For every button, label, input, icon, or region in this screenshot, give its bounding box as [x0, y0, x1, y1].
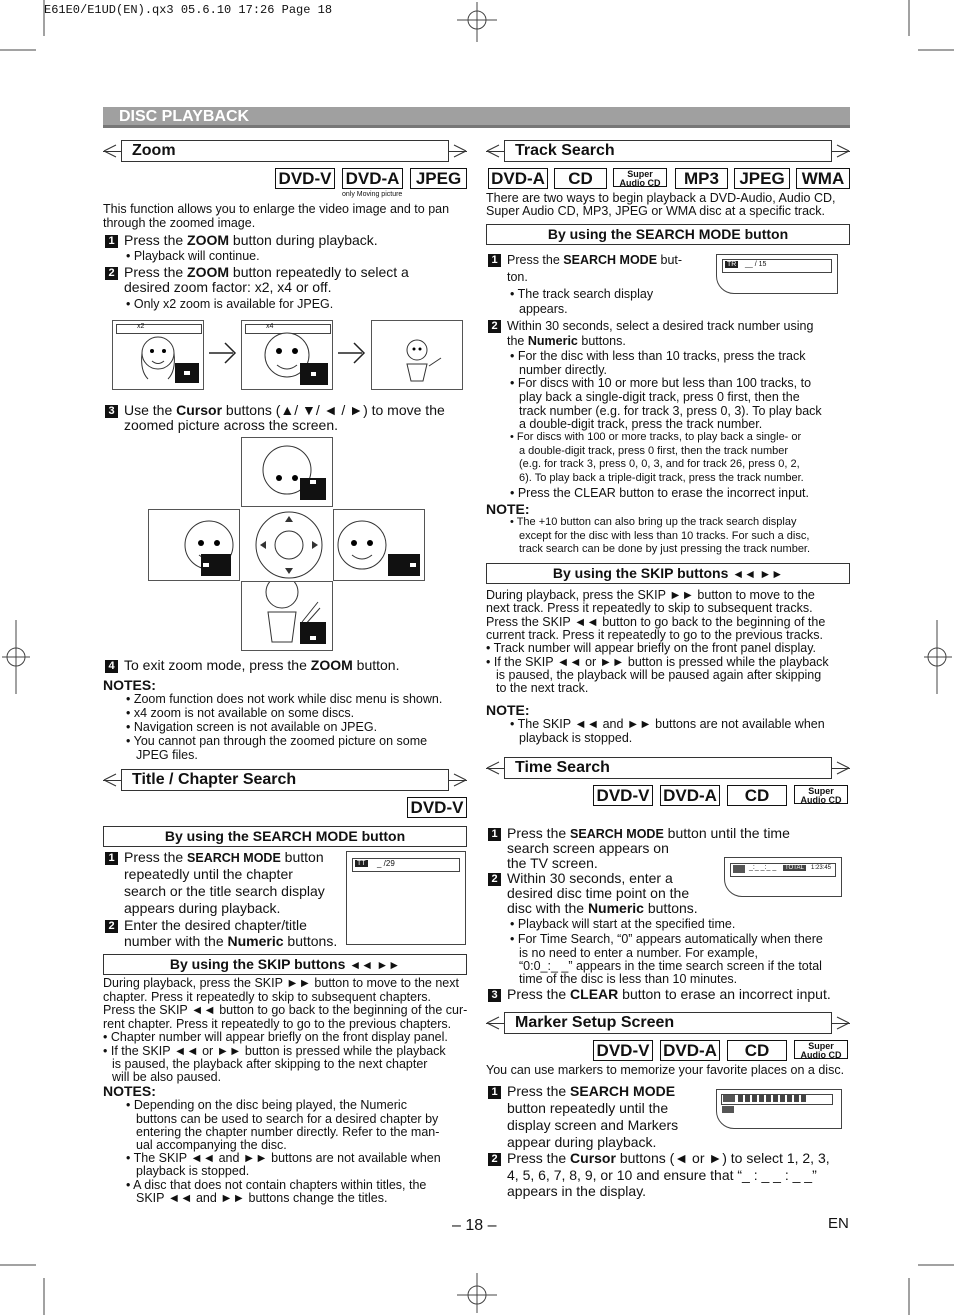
marker-step-1: 1 Press the SEARCH MODE	[488, 1083, 675, 1099]
track-mode-header: By using the SEARCH MODE button	[486, 224, 850, 245]
zoom-step-4: 4 To exit zoom mode, press the ZOOM button.	[105, 657, 399, 673]
badge-dvd-v: DVD-V	[593, 1040, 653, 1061]
title-search-title: Title / Chapter Search	[132, 771, 297, 788]
title-skip-line-1: During playback, press the SKIP ►► button to move to the next	[103, 976, 459, 990]
badge-dvd-v: DVD-V	[407, 797, 467, 818]
marker-step-2: 2 Press the Cursor buttons (◄ or ►) to select 1, 2, 3,	[488, 1150, 830, 1166]
title-skip-line-5: • Chapter number will appear briefly on the front display panel.	[103, 1030, 448, 1044]
zoom-off-thumb	[371, 320, 463, 390]
time-step-2-line2: desired disc time point on the	[507, 885, 690, 901]
title-skip-line-3: Press the SKIP ◄◄ button to go back to the beginning of the cur-	[103, 1003, 468, 1017]
badge-dvd-a: DVD-A	[660, 1040, 720, 1061]
badge-jpeg: JPEG	[734, 168, 790, 189]
time-bullet-2d: time of the disc is less than 10 minutes.	[519, 972, 738, 986]
marker-title: Marker Setup Screen	[515, 1014, 675, 1031]
time-bullet-1: • Playback will start at the specified time.	[510, 917, 736, 931]
title-step-1-line2: repeatedly until the chapter	[124, 866, 293, 882]
zoom-note-3: • Navigation screen is not available on JPEG.	[126, 720, 378, 734]
title-notes-title: NOTES:	[103, 1083, 156, 1099]
track-note-2: except for the disc with less than 10 tracks. For such a disc,	[519, 530, 810, 542]
zoom-step-2-line2: desired zoom factor: x2, x4 or off.	[124, 279, 332, 295]
time-search-banner	[486, 757, 850, 779]
title-note-2b: playback is stopped.	[136, 1164, 250, 1178]
zoom-x2-thumb: x2	[112, 320, 204, 390]
badge-dvd-v: DVD-V	[275, 168, 335, 189]
time-bullet-2c: “0:0_:_ _” appears in the time search screen if the total	[519, 959, 822, 973]
badge-dvd-v: DVD-V	[593, 785, 653, 806]
zoom-step-1-bullet: • Playback will continue.	[126, 249, 260, 263]
arrow-right-icon	[336, 338, 366, 368]
badge-mp3: MP3	[675, 168, 728, 189]
marker-step-1-line2: button repeatedly until the	[507, 1100, 669, 1116]
title-note-1b: buttons can be used to search for a desired chapter by	[136, 1112, 439, 1126]
track-bullet-1b: number directly.	[519, 363, 607, 377]
track-skip-line-5: • Track number will appear briefly on the front panel display.	[486, 641, 817, 655]
track-search-banner	[486, 140, 850, 162]
title-step-2-line2: number with the Numeric buttons.	[124, 933, 338, 949]
time-step-3: 3 Press the CLEAR button to erase an incorrect input.	[488, 986, 831, 1002]
track-skip-line-3: Press the SKIP ◄◄ button to go back to the beginning of the	[486, 615, 826, 629]
zoom-step-2: 2 Press the ZOOM button repeatedly to select a	[105, 264, 409, 280]
pan-left-thumb	[148, 509, 240, 581]
badge-cd: CD	[727, 785, 787, 806]
title-note-3: • A disc that does not contain chapters within titles, the	[126, 1178, 427, 1192]
pan-down-thumb	[241, 581, 333, 651]
badge-jpeg: JPEG	[410, 168, 467, 189]
badge-note: only Moving picture	[342, 191, 403, 198]
arrow-right-icon	[207, 338, 237, 368]
zoom-step-3: 3 Use the Cursor buttons (▲/ ▼/ ◄ / ►) to move the	[105, 402, 445, 418]
title-osd-screen: TT _ /29	[346, 851, 466, 945]
track-note2-1: • The SKIP ◄◄ and ►► buttons are not available when	[510, 717, 825, 731]
track-bullet-4: • Press the CLEAR button to erase the incorrect input.	[510, 486, 809, 500]
zoom-note-4b: JPEG files.	[136, 748, 198, 762]
title-search-banner	[103, 769, 467, 791]
marker-step-2-line3: appears in the display.	[507, 1183, 647, 1199]
track-bullet-3b: a double-digit track, press 0 first, then the track number	[519, 445, 789, 457]
track-step-1: 1 Press the SEARCH MODE but-	[488, 253, 682, 267]
section-bar	[103, 107, 850, 128]
zoom-title: Zoom	[132, 142, 176, 159]
track-bullet-3d: 6). To play back a triple-digit track, press the track number.	[519, 472, 804, 484]
section-title: DISC PLAYBACK	[119, 108, 250, 125]
badge-wma: WMA	[796, 168, 850, 189]
time-step-2-line3: disc with the Numeric buttons.	[507, 900, 698, 916]
marker-step-1-line4: appear during playback.	[507, 1134, 657, 1150]
track-skip-line-1: During playback, press the SKIP ►► button to move to the	[486, 588, 815, 602]
marker-osd-screen	[716, 1089, 842, 1129]
track-bullet-2b: play back a single-digit track, press 0 first, then the	[519, 390, 800, 404]
badge-dvd-a: DVD-A	[342, 168, 403, 189]
zoom-step-2-bullet: • Only x2 zoom is available for JPEG.	[126, 297, 334, 311]
time-bullet-2b: is no need to enter a number. For example,	[519, 946, 759, 960]
track-intro-2: Super Audio CD, MP3, JPEG or WMA disc at a specific track.	[486, 204, 826, 218]
title-skip-line-8: will be also paused.	[112, 1070, 222, 1084]
badge-dvd-a: DVD-A	[660, 785, 720, 806]
title-skip-line-7: is paused, the playback after skipping to the next chapter	[112, 1057, 428, 1071]
title-step-1-line3: search or the title search display	[124, 883, 325, 899]
track-bullet-2d: a double-digit track, press the track number.	[519, 417, 763, 431]
time-step-1: 1 Press the SEARCH MODE button until the time	[488, 825, 790, 842]
badge-cd: CD	[554, 168, 607, 189]
time-step-1-line3: the TV screen.	[507, 855, 598, 871]
track-note-1: • The +10 button can also bring up the track search display	[510, 516, 797, 528]
title-skip-line-2: chapter. Press it repeatedly to skip to subsequent chapters.	[103, 990, 431, 1004]
title-note-3b: SKIP ◄◄ and ►► buttons change the titles.	[136, 1191, 388, 1205]
track-bullet-2: • For discs with 10 or more but less than 100 tracks, to	[510, 376, 812, 390]
title-step-2: 2 Enter the desired chapter/title	[105, 917, 307, 933]
track-search-title: Track Search	[515, 142, 615, 159]
track-step-2: 2 Within 30 seconds, select a desired track number using	[488, 319, 813, 333]
title-skip-line-6: • If the SKIP ◄◄ or ►► button is pressed while the playback	[103, 1044, 446, 1058]
time-osd-screen: _:_ _:_ _ TOTAL 1:23:45	[724, 857, 842, 897]
title-skip-line-4: rent chapter. Press it repeatedly to go to the previous chapters.	[103, 1017, 452, 1031]
track-bullet-2c: track number (e.g. for track 3, press 0, 3). To play back	[519, 404, 822, 418]
title-note-2: • The SKIP ◄◄ and ►► buttons are not available when	[126, 1151, 441, 1165]
zoom-step-1: 1 Press the ZOOM button during playback.	[105, 232, 378, 248]
language-label: EN	[828, 1215, 849, 1232]
title-skip-header: By using the SKIP buttons ◄◄ ►►	[103, 954, 467, 975]
track-skip-line-6: • If the SKIP ◄◄ or ►► button is pressed while the playback	[486, 655, 829, 669]
zoom-step-3-line2: zoomed picture across the screen.	[124, 417, 338, 433]
title-note-1d: ual accompanying the disc.	[136, 1138, 287, 1152]
zoom-note-1: • Zoom function does not work while disc menu is shown.	[126, 692, 443, 706]
cursor-pad-icon	[254, 510, 324, 580]
track-step-1-line2: ton.	[507, 270, 528, 284]
zoom-note-4: • You cannot pan through the zoomed picture on some	[126, 734, 428, 748]
track-bullet-3: • For discs with 100 or more tracks, to play back a single- or	[510, 431, 802, 443]
track-skip-line-7: is paused, the playback will be paused again after skipping	[496, 668, 822, 682]
track-bullet-1: • For the disc with less than 10 tracks, press the track	[510, 349, 806, 363]
marker-step-2-line2: 4, 5, 6, 7, 8, 9, or 10 and ensure that “_ : _ _ : _ _”	[507, 1167, 817, 1183]
badge-dvd-a: DVD-A	[488, 168, 548, 189]
zoom-x4-thumb: x4	[241, 320, 333, 390]
zoom-banner	[103, 140, 467, 162]
track-osd-screen: TR __ / 15	[716, 254, 838, 294]
track-note2-2: playback is stopped.	[519, 731, 633, 745]
track-step-2-line2: the Numeric buttons.	[507, 334, 626, 348]
track-skip-line-2: next track. Press it repeatedly to skip to subsequent tracks.	[486, 601, 813, 615]
track-skip-line-4: current track. Press it repeatedly to go to the previous tracks.	[486, 628, 823, 642]
marker-banner	[486, 1012, 850, 1034]
badge-cd: CD	[727, 1040, 787, 1061]
time-step-2: 2 Within 30 seconds, enter a	[488, 870, 673, 886]
zoom-note-2: • x4 zoom is not available on some discs.	[126, 706, 355, 720]
track-step-1-bullet-2: appears.	[519, 302, 568, 316]
page-number: – 18 –	[452, 1217, 497, 1234]
track-skip-header: By using the SKIP buttons ◄◄ ►►	[486, 563, 850, 584]
track-note2-title: NOTE:	[486, 702, 530, 718]
track-note-title: NOTE:	[486, 501, 530, 517]
track-note-3: track search can be done by just pressing the track number.	[519, 543, 811, 555]
file-header: E61E0/E1UD(EN).qx3 05.6.10 17:26 Page 18	[44, 3, 333, 17]
track-step-1-bullet: • The track search display	[510, 287, 654, 301]
time-step-1-line2: search screen appears on	[507, 840, 669, 856]
title-note-1c: entering the chapter number directly. Refer to the man-	[136, 1125, 440, 1139]
title-note-1: • Depending on the disc being played, the Numeric	[126, 1098, 407, 1112]
badge-sacd: Super Audio CD	[794, 785, 848, 804]
track-bullet-3c: (e.g. for track 3, press 0, 0, 3, and for track 26, press 0, 2,	[519, 458, 800, 470]
badge-sacd: Super Audio CD	[794, 1040, 848, 1059]
marker-step-1-line3: display screen and Markers	[507, 1117, 679, 1133]
title-step-1-line4: appears during playback.	[124, 900, 281, 916]
track-skip-line-8: to the next track.	[496, 681, 589, 695]
badge-sacd: Super Audio CD	[613, 168, 667, 187]
time-search-title: Time Search	[515, 759, 610, 776]
marker-intro: You can use markers to memorize your favorite places on a disc.	[486, 1063, 845, 1077]
zoom-intro: This function allows you to enlarge the video image and to pan through the zoomed image.	[103, 202, 450, 230]
title-step-1: 1 Press the SEARCH MODE button	[105, 849, 324, 866]
title-mode-header: By using the SEARCH MODE button	[103, 826, 467, 847]
pan-up-thumb	[241, 437, 333, 507]
pan-right-thumb	[333, 509, 425, 581]
track-intro-1: There are two ways to begin playback a DVD-Audio, Audio CD,	[486, 191, 836, 205]
zoom-notes-title: NOTES:	[103, 677, 156, 693]
time-bullet-2: • For Time Search, “0” appears automatically when there	[510, 932, 823, 946]
